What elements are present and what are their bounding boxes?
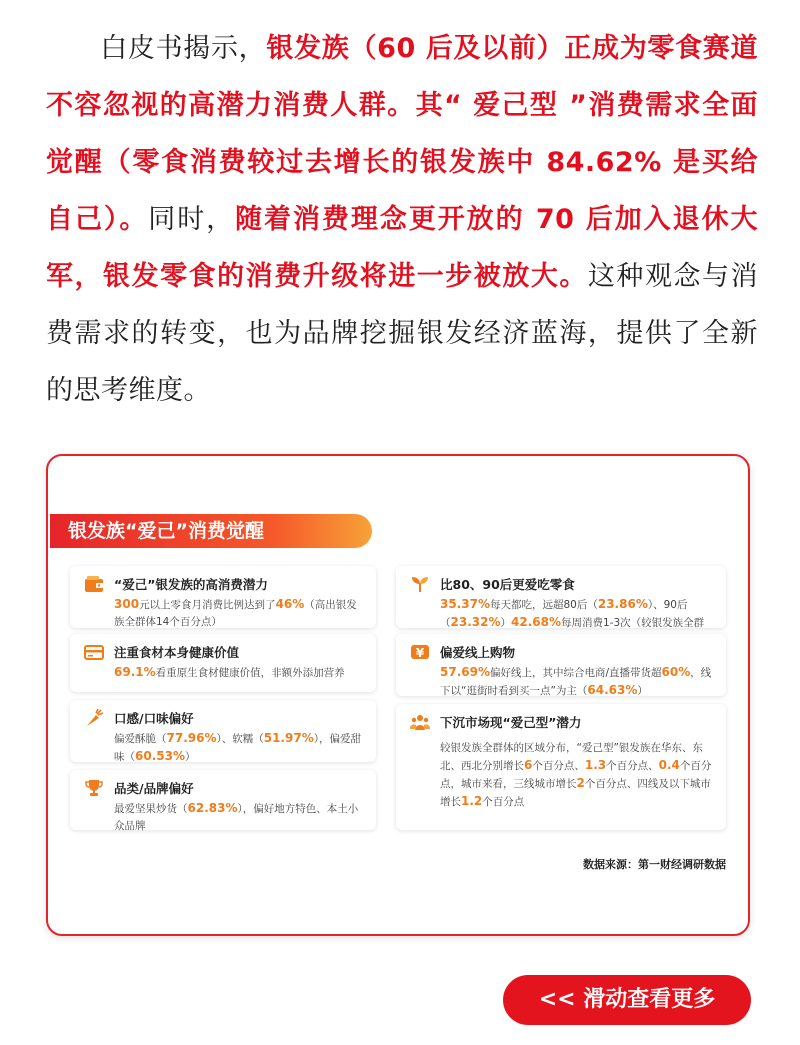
desc-text: 元以上零食月消费比例达到了: [139, 599, 276, 611]
feature-desc: [440, 740, 714, 811]
feature-box-online-shopping: [396, 634, 726, 696]
yen-tag-icon: [410, 642, 430, 662]
feature-title: 比80、90后更爱吃零食: [440, 577, 575, 592]
stat-value: 0.4: [658, 758, 680, 772]
desc-text: ）: [637, 685, 648, 697]
stat-value: 1.3: [584, 758, 607, 772]
desc-text: ），偏好地方特色、本土小众品牌: [114, 803, 359, 832]
feature-box-lower-tier-market: [396, 704, 726, 830]
stat-value: 57.69%: [440, 665, 490, 679]
desc-text: ）、软糯（: [216, 733, 264, 745]
card-icon: [84, 642, 104, 662]
stat-value: 6: [524, 758, 533, 772]
data-source: 数据来源：第一财经调研数据: [583, 858, 726, 871]
stat-value: 23.86%: [597, 597, 648, 611]
feature-title: 下沉市场现“爱己型”潜力: [440, 715, 582, 730]
sprout-icon: [410, 574, 430, 594]
desc-text: 个百分点、四线及以下城市增长: [440, 778, 711, 808]
feature-desc: [114, 596, 364, 631]
stat-value: 69.1%: [114, 665, 156, 679]
stat-value: 60%: [661, 665, 691, 679]
feature-desc: [114, 730, 364, 766]
intro-paragraph: [46, 20, 758, 419]
stat-value: 77.96%: [166, 731, 217, 745]
desc-text: 个百分点、: [532, 760, 585, 772]
desc-text: 看重原生食材健康价值，非额外添加营养: [155, 667, 345, 679]
desc-text: （高出银发族全群体14个百分点）: [114, 599, 357, 628]
feature-box-consumption-potential: [70, 566, 376, 628]
feature-title: 口感/口味偏好: [114, 711, 194, 726]
desc-text: ，线下以“逛街时看到买一点”为主（: [440, 667, 712, 697]
desc-text: 个百分点，城市来看，三线城市增长: [440, 760, 712, 790]
feature-desc: [114, 800, 364, 835]
swipe-more-button[interactable]: << 滑动查看更多: [503, 975, 751, 1025]
desc-text: 个百分点: [482, 796, 525, 808]
feature-desc: [114, 664, 364, 682]
stat-value: 60.53%: [135, 749, 185, 763]
trophy-icon: [84, 778, 104, 798]
feature-box-healthy-ingredients: [70, 634, 376, 692]
feature-title: 偏爱线上购物: [440, 645, 516, 660]
intro-text-3: 这种观念与消费需求的转变，也为品牌挖掘银发经济蓝海，提供了全新的思考维度。: [46, 261, 759, 406]
stat-value: 46%: [275, 597, 305, 611]
feature-title: 品类/品牌偏好: [114, 781, 194, 796]
wallet-icon: [84, 574, 104, 594]
desc-text: 每天都吃，远超80后（: [489, 599, 598, 611]
people-icon: [410, 712, 430, 732]
desc-text: 每周消费1-3次（较银发族全群: [560, 617, 705, 629]
svg-text:¥: ¥: [415, 646, 425, 660]
card-banner: 银发族“爱己”消费觉醒: [50, 514, 372, 548]
feature-box-snack-frequency: [396, 566, 726, 628]
stat-value: 51.97%: [263, 731, 314, 745]
stat-value: 1.2: [461, 794, 483, 808]
intro-text-2: 同时，: [148, 204, 236, 235]
intro-text-1: 白皮书揭示，: [100, 33, 267, 64]
carrot-icon: [84, 708, 104, 728]
desc-text: 个百分点、: [606, 760, 659, 772]
stat-value: 64.63%: [587, 683, 638, 697]
stat-value: 300: [114, 597, 140, 611]
desc-text: 最爱坚果炒货（: [114, 803, 188, 815]
feature-title: 注重食材本身健康价值: [114, 645, 240, 660]
feature-box-brand-preference: [70, 770, 376, 830]
stat-value: 62.83%: [187, 801, 238, 815]
feature-box-taste-preference: [70, 700, 376, 762]
desc-text: ）: [500, 617, 511, 629]
feature-desc: [440, 664, 714, 700]
desc-text: 偏好线上，其中综合电商/直播带货超: [489, 667, 662, 679]
desc-text: ），偏爱甜味（: [114, 733, 361, 763]
intro-highlight-2: 随着消费理念更开放的 70 后加入退休大军，银发零食的消费升级将进一步被放大。: [46, 204, 759, 292]
desc-text: 较银发族全群体的区域分布，“爱己型”银发族在华东、东北、西北分别增长: [440, 742, 703, 772]
stat-value: 23.32%: [450, 615, 501, 629]
stat-value: 35.37%: [440, 597, 490, 611]
infographic-card: [46, 454, 750, 936]
stat-value: 42.68%: [510, 615, 561, 629]
desc-text: ）: [184, 751, 196, 763]
desc-text: 偏爱酥脆（: [114, 733, 167, 745]
stat-value: 2: [576, 776, 585, 790]
intro-highlight-1: 银发族（60 后及以前）正成为零食赛道不容忽视的高潜力消费人群。其“ 爱己型 ”消费需求全面觉醒（零食消费较过去增长的银发族中 84.62% 是买给自己）。: [46, 33, 758, 235]
feature-title: “爱己”银发族的高消费潜力: [114, 577, 268, 592]
desc-text: ）、90后（: [440, 599, 688, 629]
